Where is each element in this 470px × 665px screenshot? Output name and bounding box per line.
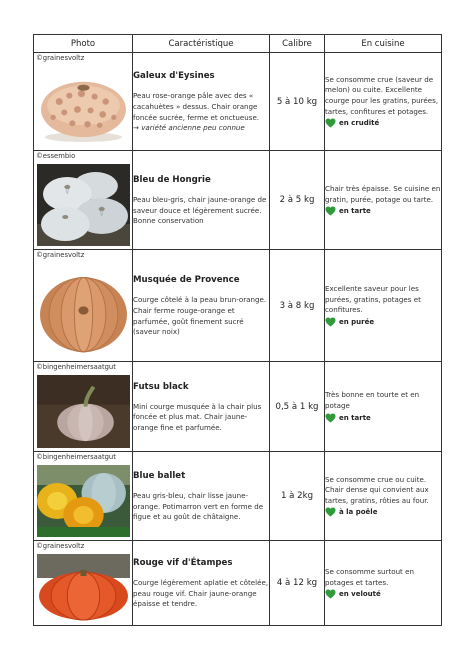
pumpkin-photo-galeux bbox=[37, 66, 130, 147]
variety-name: Blue ballet bbox=[133, 471, 186, 482]
header-characteristics: Caractéristique bbox=[133, 35, 270, 53]
heart-icon bbox=[325, 118, 336, 128]
size-cell: 1 à 2kg bbox=[270, 452, 325, 541]
photo-cell bbox=[34, 250, 133, 362]
table-row bbox=[34, 362, 442, 452]
size-cell: 2 à 5 kg bbox=[270, 151, 325, 250]
pumpkin-photo-musquee bbox=[37, 263, 130, 358]
pumpkin-varieties-table bbox=[33, 34, 442, 626]
photo-cell bbox=[34, 53, 133, 151]
heart-icon bbox=[325, 589, 336, 599]
photo-cell bbox=[34, 452, 133, 541]
cooking-tag bbox=[325, 317, 441, 327]
cooking-text: Se consomme crue ou cuite. Chair dense qui convient aux tartes, gratins, rôties au four. bbox=[325, 474, 429, 505]
variety-name: Futsu black bbox=[133, 381, 189, 392]
heart-icon bbox=[325, 413, 336, 423]
cooking-cell bbox=[325, 541, 442, 626]
characteristics-cell bbox=[133, 541, 270, 626]
cooking-cell bbox=[325, 452, 442, 541]
size-cell: 5 à 10 kg bbox=[270, 53, 325, 151]
pumpkin-photo-blue-ballet bbox=[37, 465, 130, 537]
table-row bbox=[34, 541, 442, 626]
cooking-cell bbox=[325, 362, 442, 452]
pumpkin-photo-futsu-black bbox=[37, 375, 130, 448]
variety-description: Courge côtelé à la peau brun-orange. Chair ferme rouge-orange et parfumée, goût finement sucré (saveur noix) bbox=[133, 295, 267, 337]
heart-icon bbox=[325, 507, 336, 517]
cooking-text: Très bonne en tourte et en potage bbox=[325, 390, 420, 410]
characteristics-cell bbox=[133, 250, 270, 362]
characteristics-cell bbox=[133, 452, 270, 541]
cooking-text: Se consomme surtout en potages et tartes. bbox=[325, 566, 414, 587]
photo-cell bbox=[34, 362, 133, 452]
cooking-cell bbox=[325, 250, 442, 362]
variety-name: Rouge vif d'Étampes bbox=[133, 558, 233, 569]
variety-description: Courge légèrement aplatie et côtelée, peau rouge vif. Chair jaune-orange épaisse et tendre. bbox=[133, 578, 269, 609]
size-cell: 0,5 à 1 kg bbox=[270, 362, 325, 452]
variety-description: Peau gris-bleu, chair lisse jaune-orange. Potimarron vert en forme de figue et au goût de châtaigne. bbox=[133, 491, 264, 522]
variety-name: Bleu de Hongrie bbox=[133, 175, 211, 186]
tag-label: en tarte bbox=[339, 413, 371, 422]
pumpkin-photo-bleu-de-hongrie bbox=[37, 164, 130, 246]
characteristics-cell bbox=[133, 53, 270, 151]
tag-label: à la poêle bbox=[339, 508, 378, 517]
cooking-tag bbox=[325, 589, 441, 599]
heart-icon bbox=[325, 206, 336, 216]
photo-credit: ©bingenheimersaatgut bbox=[36, 363, 116, 371]
cooking-text: Se consomme crue (saveur de melon) ou cuite. Excellente courge pour les gratins, purées, tartes, confitures et potages. bbox=[325, 74, 439, 116]
photo-credit: ©essembio bbox=[36, 152, 76, 160]
header-size: Calibre bbox=[270, 35, 325, 53]
cooking-tag bbox=[325, 206, 441, 216]
cooking-tag bbox=[325, 118, 441, 128]
cooking-text: Excellente saveur pour les purées, gratins, potages et confitures. bbox=[325, 284, 421, 315]
table-row bbox=[34, 452, 442, 541]
characteristics-cell bbox=[133, 151, 270, 250]
size-cell: 4 à 12 kg bbox=[270, 541, 325, 626]
cooking-cell bbox=[325, 151, 442, 250]
photo-credit: ©grainesvoltz bbox=[36, 542, 85, 550]
table-header-row bbox=[34, 35, 442, 53]
heart-icon bbox=[325, 317, 336, 327]
photo-cell bbox=[34, 151, 133, 250]
pumpkin-photo-rouge-vif bbox=[37, 554, 130, 622]
table-row bbox=[34, 53, 442, 151]
size-cell: 3 à 8 kg bbox=[270, 250, 325, 362]
photo-cell bbox=[34, 541, 133, 626]
photo-credit: ©bingenheimersaatgut bbox=[36, 453, 116, 461]
cooking-tag bbox=[325, 507, 441, 517]
cooking-tag bbox=[325, 413, 441, 423]
cooking-text: Chair très épaisse. Se cuisine en gratin, purée, potage ou tarte. bbox=[325, 183, 441, 204]
variety-description: Peau bleu-gris, chair jaune-orange de saveur douce et légèrement sucrée. Bonne conservation bbox=[133, 195, 267, 226]
variety-name: Musquée de Provence bbox=[133, 275, 240, 286]
characteristics-cell bbox=[133, 362, 270, 452]
variety-note: → variété ancienne peu connue bbox=[133, 123, 245, 133]
tag-label: en velouté bbox=[339, 590, 381, 599]
tag-label: en tarte bbox=[339, 207, 371, 216]
cooking-cell bbox=[325, 53, 442, 151]
header-cooking: En cuisine bbox=[325, 35, 442, 53]
tag-label: en purée bbox=[339, 317, 375, 326]
table-row bbox=[34, 151, 442, 250]
table-row bbox=[34, 250, 442, 362]
photo-credit: ©grainesvoltz bbox=[36, 251, 85, 259]
header-photo: Photo bbox=[34, 35, 133, 53]
variety-description: Peau rose-orange pâle avec des « cacahuètes » dessus. Chair orange foncée sucrée, ferme et onctueuse. bbox=[133, 91, 260, 122]
variety-description: Mini courge musquée à la chair plus foncée et plus mat. Chair jaune-orange fine et parfumée. bbox=[133, 401, 262, 432]
photo-credit: ©grainesvoltz bbox=[36, 54, 85, 62]
tag-label: en crudité bbox=[339, 119, 380, 128]
variety-name: Galeux d'Eysines bbox=[133, 71, 215, 82]
